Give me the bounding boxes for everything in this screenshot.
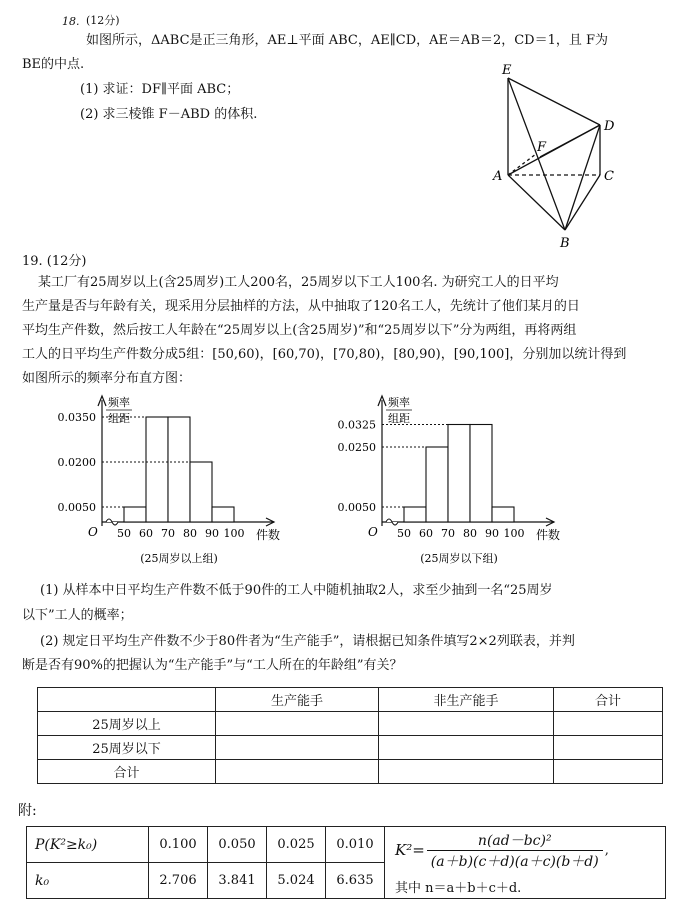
histogram-bar [124, 507, 146, 522]
table-cell-blank[interactable] [379, 760, 554, 784]
table-header: 非生产能手 [379, 688, 554, 712]
histogram-caption: (25周岁以下组) [420, 552, 498, 565]
appendix-k-value: 5.024 [267, 863, 326, 899]
y-label-bottom: 组距 [108, 412, 130, 425]
x-tick-label: 50 [397, 527, 411, 540]
histogram-bar [212, 507, 234, 522]
table-cell-blank[interactable] [554, 736, 663, 760]
q19-p4: 工人的日平均生产件数分成5组：[50,60)，[60,70)，[70,80)，[80,90)，[90,100]，分别加以统计得到 [22, 347, 627, 362]
histogram-under-25 [320, 392, 590, 577]
y-label-top: 频率 [388, 396, 410, 409]
histogram-bar [470, 425, 492, 523]
histogram-bar [448, 425, 470, 523]
appendix-table [26, 826, 666, 899]
x-tick-label: 90 [485, 527, 499, 540]
table-cell-blank[interactable] [379, 736, 554, 760]
histogram-over-25 [40, 392, 300, 577]
table-row-label: 合计 [38, 760, 216, 784]
table-cell-blank[interactable] [216, 760, 379, 784]
q18-part1: (1) 求证：DF∥平面 ABC； [80, 82, 240, 97]
y-tick-label: 0.0250 [337, 441, 376, 454]
x-tick-label: 50 [117, 527, 131, 540]
table-cell-blank[interactable] [216, 712, 379, 736]
appendix-row1-head: P(K²≥k₀) [27, 827, 149, 863]
label-A: A [493, 169, 503, 184]
histogram-bar [190, 462, 212, 522]
x-axis-label: 件数 [536, 528, 561, 542]
histogram-bar [146, 417, 168, 522]
histogram-bar [426, 447, 448, 522]
formula-note: 其中 n＝a＋b＋c＋d. [395, 880, 522, 896]
formula-lhs: K²= [395, 841, 425, 859]
x-tick-label: 80 [463, 527, 477, 540]
histogram-bar [404, 507, 426, 522]
label-D: D [604, 119, 615, 134]
table-row-label: 25周岁以下 [38, 736, 216, 760]
x-tick-label: 100 [503, 527, 525, 540]
q19-p2: 生产量是否与年龄有关，现采用分层抽样的方法，从中抽取了120名工人，先统计了他们某月的日 [22, 299, 580, 314]
y-label-top: 频率 [108, 396, 130, 409]
x-axis-label: 件数 [256, 528, 281, 542]
axis-break-mark [106, 519, 118, 525]
x-tick-label: 70 [161, 527, 175, 540]
appendix-row2-head: k₀ [27, 863, 149, 899]
x-tick-label: 90 [205, 527, 219, 540]
table-header: 合计 [554, 688, 663, 712]
table-row-label: 25周岁以上 [38, 712, 216, 736]
origin-label: O [368, 525, 378, 539]
axis-break-mark [386, 519, 398, 525]
q18-geometry-figure [480, 60, 630, 255]
histogram-bar [492, 507, 514, 522]
q18-line2: BE的中点. [22, 57, 85, 72]
q19-sub2-line2: 断是否有90%的把握认为“生产能手”与“工人所在的年龄组”有关？ [22, 658, 403, 673]
x-tick-label: 80 [183, 527, 197, 540]
label-E: E [502, 63, 512, 78]
y-label-bottom: 组距 [388, 412, 410, 425]
q18-line1: 如图所示，ΔABC是正三角形，AE⊥平面 ABC，AE∥CD，AE＝AB＝2，CD＝1，且 F为 [86, 33, 609, 48]
q19-sub1-line2: 以下”工人的概率； [22, 608, 133, 623]
y-tick-label: 0.0050 [57, 501, 96, 514]
formula-cell [385, 827, 666, 899]
appendix-label: 附: [18, 803, 37, 819]
y-tick-label: 0.0350 [57, 411, 96, 424]
label-C: C [604, 169, 614, 184]
histogram-caption: (25周岁以上组) [140, 552, 218, 565]
x-tick-label: 100 [223, 527, 245, 540]
table-cell-blank[interactable] [554, 712, 663, 736]
appendix-k-value: 6.635 [326, 863, 385, 899]
formula-denominator: (a＋b)(c＋d)(a＋c)(b＋d) [430, 853, 599, 870]
appendix-k-value: 2.706 [149, 863, 208, 899]
appendix-p-value: 0.050 [208, 827, 267, 863]
formula-numerator: n(ad－bc)² [477, 832, 552, 849]
appendix-p-value: 0.100 [149, 827, 208, 863]
x-tick-label: 70 [441, 527, 455, 540]
y-tick-label: 0.0325 [337, 418, 376, 432]
contingency-table [37, 687, 663, 784]
q19-p5: 如图所示的频率分布直方图： [22, 371, 192, 386]
q18-number: 18. [62, 15, 80, 28]
x-tick-label: 60 [419, 527, 433, 540]
y-tick-label: 0.0050 [337, 501, 376, 514]
label-F: F [537, 140, 547, 155]
table-header: 生产能手 [216, 688, 379, 712]
table-header [38, 688, 216, 712]
q19-sub1-line1: (1) 从样本中日平均生产件数不低于90件的工人中随机抽取2人，求至少抽到一名“25周岁 [40, 583, 553, 598]
formula-comma: , [604, 842, 609, 858]
label-B: B [560, 236, 570, 251]
q19-p1: 某工厂有25周岁以上(含25周岁)工人200名，25周岁以下工人100名. 为研究工人的日平均 [38, 275, 559, 290]
q19-p3: 平均生产件数，然后按工人年龄在“25周岁以上(含25周岁)”和“25周岁以下”分为两组，再将两组 [22, 323, 577, 338]
q19-sub2-line1: (2) 规定日平均生产件数不少于80件者为“生产能手”，请根据已知条件填写2×2列联表，并判 [40, 634, 575, 649]
q18-part2: (2) 求三棱锥 F－ABD 的体积. [80, 107, 258, 122]
table-cell-blank[interactable] [554, 760, 663, 784]
appendix-p-value: 0.025 [267, 827, 326, 863]
origin-label: O [88, 525, 98, 539]
q18-score: (12分) [86, 14, 120, 27]
x-tick-label: 60 [139, 527, 153, 540]
histogram-bar [168, 417, 190, 522]
q19-header: 19. (12分) [22, 254, 87, 269]
appendix-k-value: 3.841 [208, 863, 267, 899]
y-tick-label: 0.0200 [57, 456, 96, 469]
table-cell-blank[interactable] [216, 736, 379, 760]
table-cell-blank[interactable] [379, 712, 554, 736]
appendix-p-value: 0.010 [326, 827, 385, 863]
